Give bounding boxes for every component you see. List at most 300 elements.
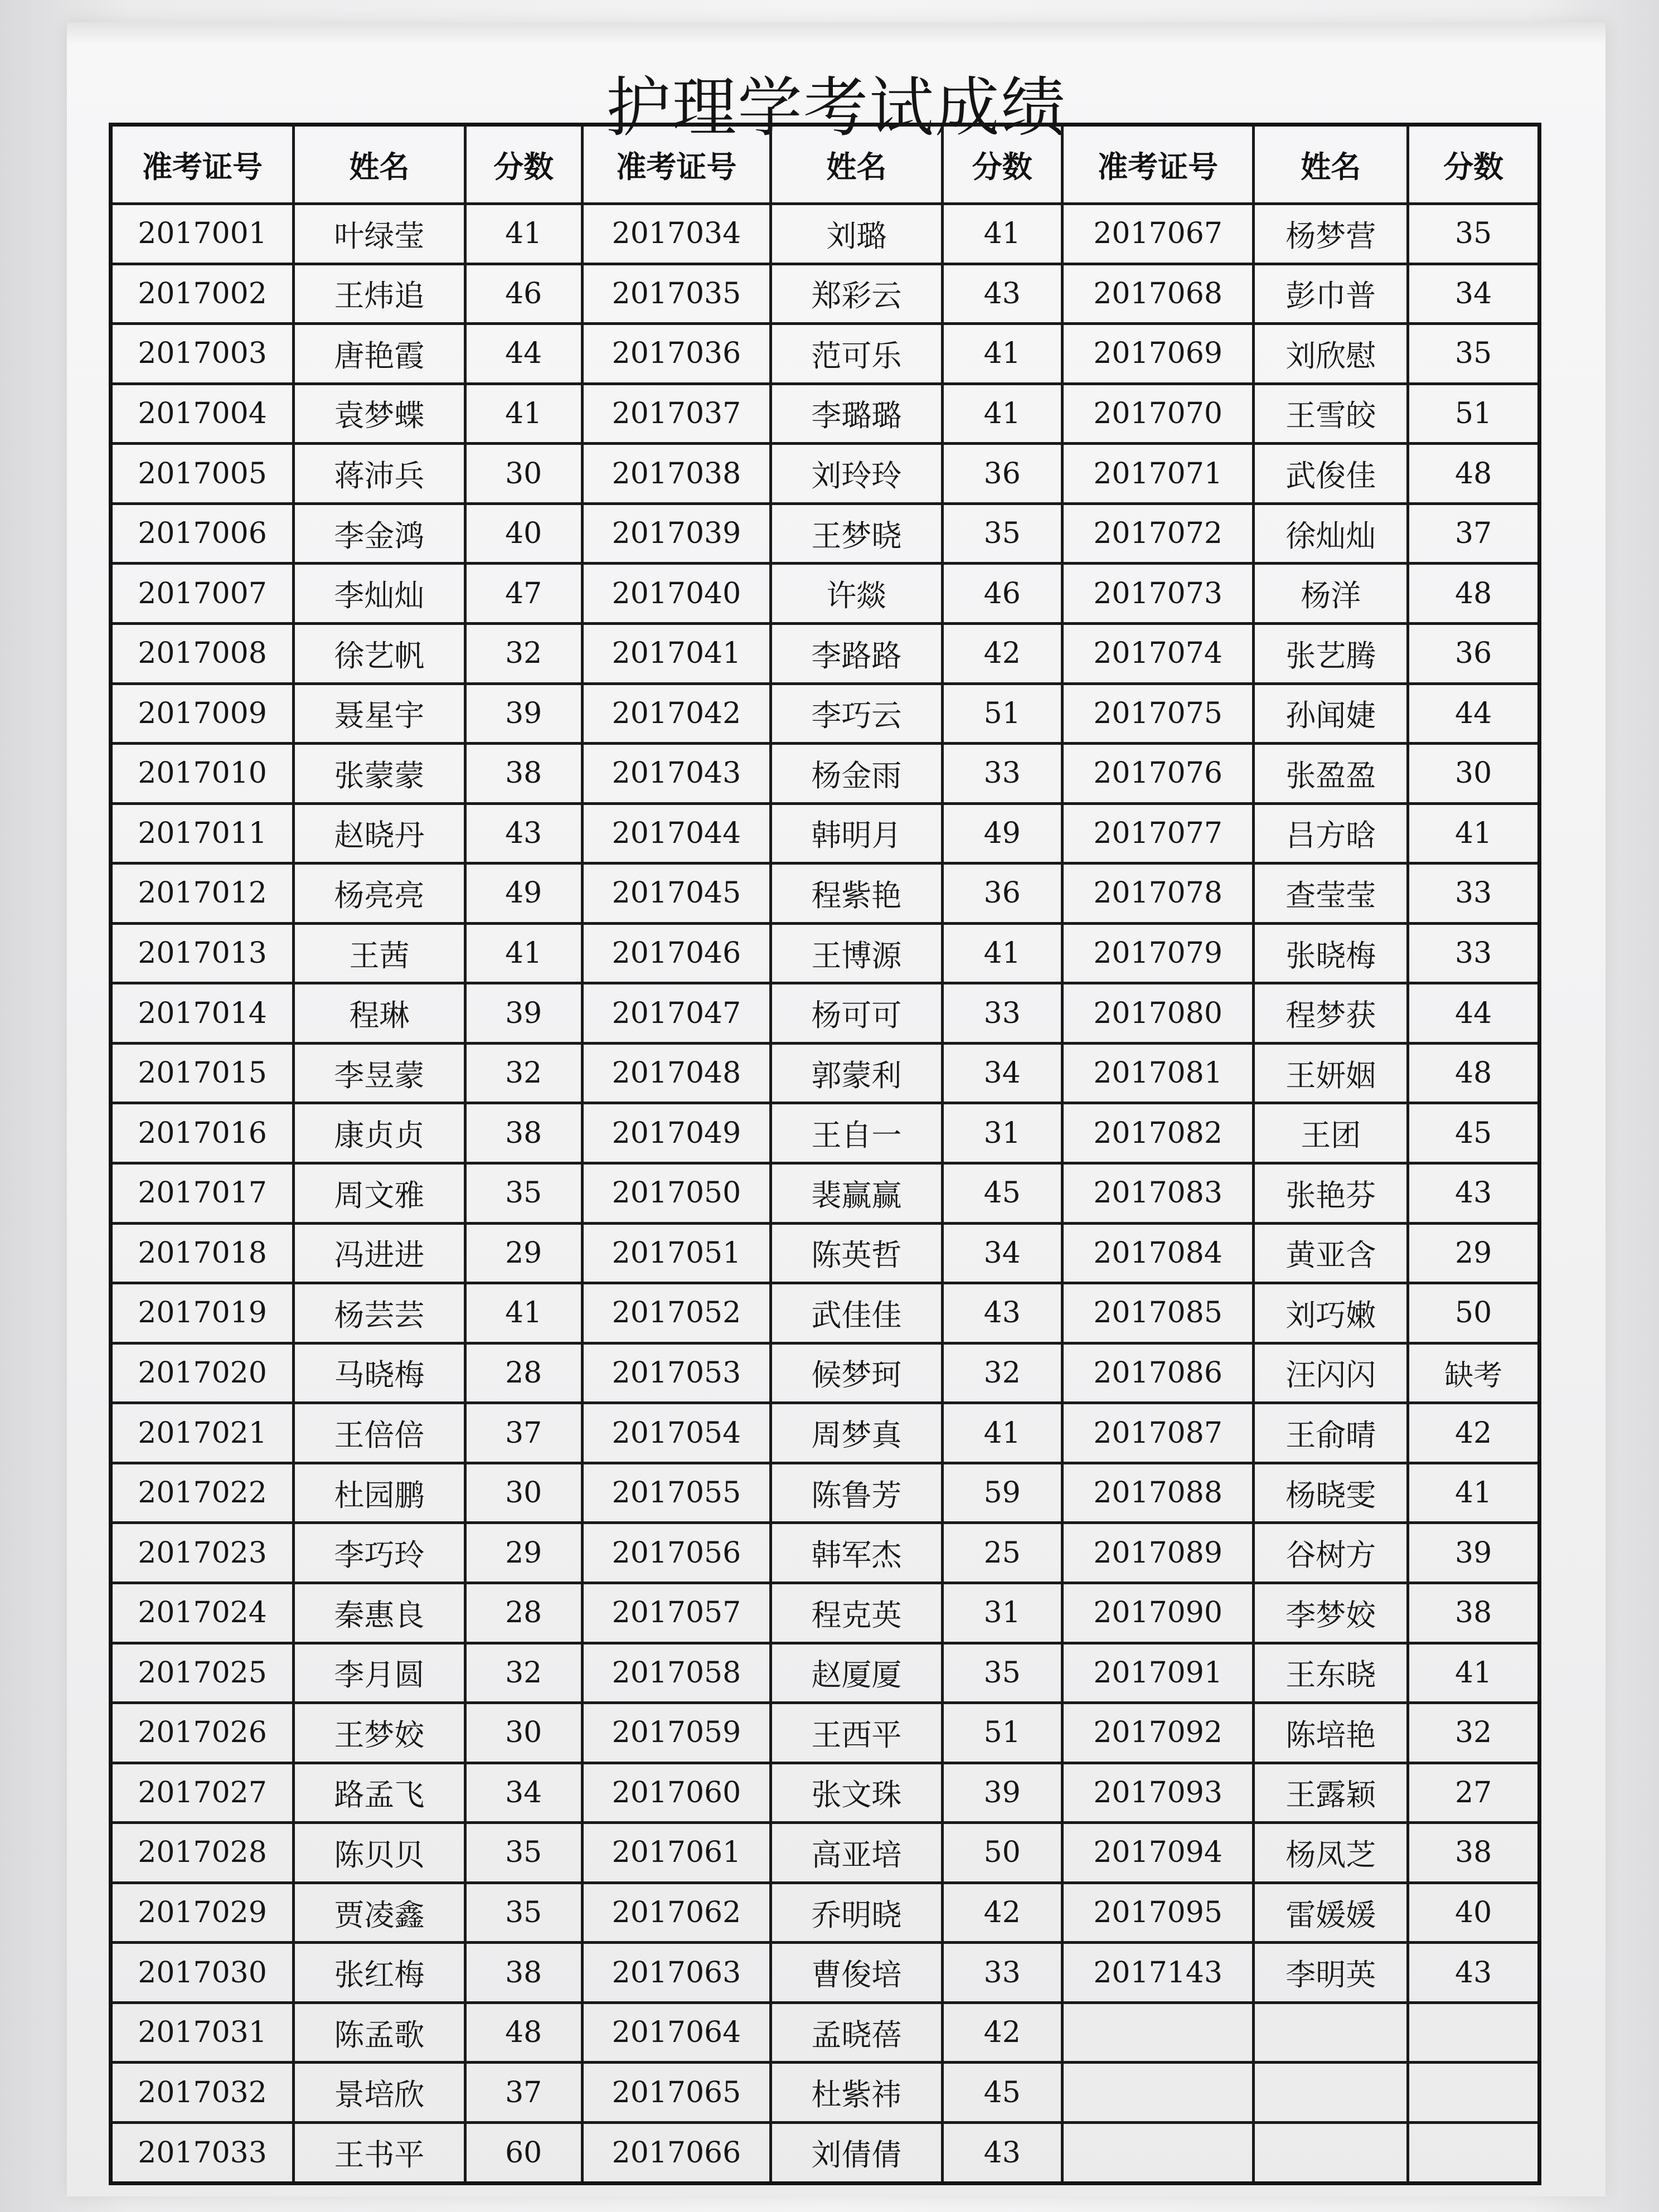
name-cell: 郭蒙利 — [771, 1043, 943, 1103]
header-cell-name: 姓名 — [1254, 125, 1408, 204]
score-cell — [1408, 2123, 1540, 2184]
score-cell: 41 — [1408, 803, 1540, 864]
name-cell: 杨可可 — [771, 983, 943, 1044]
table-row — [111, 1283, 1540, 1343]
name-cell: 马晓梅 — [294, 1343, 465, 1403]
exam-id-cell: 2017003 — [111, 324, 294, 384]
table-row — [111, 444, 1540, 504]
table-row — [111, 1943, 1540, 2003]
name-cell: 杜紫祎 — [771, 2063, 943, 2123]
exam-id-cell: 2017055 — [582, 1463, 770, 1523]
exam-id-cell: 2017019 — [111, 1283, 294, 1343]
exam-id-cell: 2017082 — [1062, 1103, 1253, 1163]
exam-id-cell: 2017067 — [1062, 204, 1253, 264]
score-cell: 37 — [1408, 503, 1540, 564]
exam-id-cell: 2017089 — [1062, 1523, 1253, 1583]
exam-id-cell: 2017036 — [582, 324, 770, 384]
name-cell: 路孟飞 — [294, 1763, 465, 1823]
exam-id-cell: 2017018 — [111, 1223, 294, 1283]
table-row — [111, 623, 1540, 683]
name-cell: 孟晓蓓 — [771, 2002, 943, 2063]
score-cell: 42 — [942, 2002, 1062, 2063]
exam-id-cell: 2017143 — [1062, 1943, 1253, 2003]
name-cell — [1254, 2123, 1408, 2184]
score-cell: 47 — [465, 564, 582, 624]
score-cell: 51 — [942, 683, 1062, 744]
exam-id-cell: 2017090 — [1062, 1583, 1253, 1643]
table-row — [111, 1223, 1540, 1283]
score-cell: 48 — [1408, 564, 1540, 624]
exam-id-cell: 2017061 — [582, 1823, 770, 1883]
exam-id-cell: 2017038 — [582, 444, 770, 504]
exam-id-cell: 2017053 — [582, 1343, 770, 1403]
name-cell: 张盈盈 — [1254, 744, 1408, 804]
exam-id-cell: 2017079 — [1062, 923, 1253, 983]
score-cell: 42 — [1408, 1403, 1540, 1463]
name-cell: 叶绿莹 — [294, 204, 465, 264]
name-cell: 杨亮亮 — [294, 864, 465, 924]
exam-id-cell: 2017085 — [1062, 1283, 1253, 1343]
name-cell: 杨芸芸 — [294, 1283, 465, 1343]
name-cell: 唐艳霞 — [294, 324, 465, 384]
name-cell: 康贞贞 — [294, 1103, 465, 1163]
name-cell: 李路路 — [771, 623, 943, 683]
score-cell: 29 — [1408, 1223, 1540, 1283]
page-title: 护理学考试成绩 — [606, 70, 1066, 145]
name-cell: 武佳佳 — [771, 1283, 943, 1343]
exam-id-cell: 2017065 — [582, 2063, 770, 2123]
exam-id-cell: 2017011 — [111, 803, 294, 864]
score-cell: 35 — [465, 1163, 582, 1224]
score-cell: 35 — [942, 1643, 1062, 1703]
name-cell: 郑彩云 — [771, 264, 943, 324]
score-cell: 35 — [465, 1823, 582, 1883]
score-cell: 35 — [1408, 204, 1540, 264]
name-cell: 王团 — [1254, 1103, 1408, 1163]
exam-id-cell: 2017040 — [582, 564, 770, 624]
score-cell: 41 — [465, 384, 582, 444]
score-cell: 43 — [942, 1283, 1062, 1343]
name-cell: 王妍姻 — [1254, 1043, 1408, 1103]
score-cell: 32 — [1408, 1703, 1540, 1763]
exam-id-cell: 2017035 — [582, 264, 770, 324]
score-cell: 41 — [942, 384, 1062, 444]
name-cell: 陈英哲 — [771, 1223, 943, 1283]
score-cell: 42 — [942, 1883, 1062, 1943]
score-cell: 34 — [465, 1763, 582, 1823]
header-cell-exam-id: 准考证号 — [1062, 125, 1253, 204]
score-cell: 35 — [942, 503, 1062, 564]
score-cell: 28 — [465, 1343, 582, 1403]
table-row — [111, 1163, 1540, 1224]
name-cell: 张晓梅 — [1254, 923, 1408, 983]
exam-id-cell: 2017092 — [1062, 1703, 1253, 1763]
score-cell: 50 — [1408, 1283, 1540, 1343]
table-row — [111, 1583, 1540, 1643]
score-cell: 31 — [942, 1103, 1062, 1163]
exam-id-cell: 2017075 — [1062, 683, 1253, 744]
score-cell: 36 — [1408, 623, 1540, 683]
exam-id-cell: 2017083 — [1062, 1163, 1253, 1224]
name-cell: 陈培艳 — [1254, 1703, 1408, 1763]
score-cell: 51 — [942, 1703, 1062, 1763]
name-cell: 李灿灿 — [294, 564, 465, 624]
name-cell: 徐灿灿 — [1254, 503, 1408, 564]
exam-id-cell: 2017062 — [582, 1883, 770, 1943]
score-cell: 50 — [942, 1823, 1062, 1883]
name-cell: 王雪皎 — [1254, 384, 1408, 444]
header-cell-exam-id: 准考证号 — [111, 125, 294, 204]
exam-id-cell: 2017049 — [582, 1103, 770, 1163]
table-row — [111, 1883, 1540, 1943]
exam-id-cell: 2017020 — [111, 1343, 294, 1403]
score-cell: 39 — [465, 983, 582, 1044]
score-cell: 41 — [465, 1283, 582, 1343]
name-cell: 张艺腾 — [1254, 623, 1408, 683]
score-cell: 43 — [1408, 1163, 1540, 1224]
score-cell: 39 — [942, 1763, 1062, 1823]
exam-id-cell: 2017063 — [582, 1943, 770, 2003]
score-cell: 45 — [1408, 1103, 1540, 1163]
exam-id-cell: 2017054 — [582, 1403, 770, 1463]
exam-id-cell: 2017030 — [111, 1943, 294, 2003]
score-cell: 41 — [1408, 1643, 1540, 1703]
name-cell: 李明英 — [1254, 1943, 1408, 2003]
name-cell: 王书平 — [294, 2123, 465, 2184]
name-cell: 王自一 — [771, 1103, 943, 1163]
name-cell: 杨金雨 — [771, 744, 943, 804]
name-cell: 吕方晗 — [1254, 803, 1408, 864]
name-cell: 王俞晴 — [1254, 1403, 1408, 1463]
score-cell: 60 — [465, 2123, 582, 2184]
score-cell: 32 — [465, 1643, 582, 1703]
exam-id-cell: 2017017 — [111, 1163, 294, 1224]
exam-id-cell: 2017070 — [1062, 384, 1253, 444]
score-cell: 37 — [465, 1403, 582, 1463]
score-cell: 32 — [942, 1343, 1062, 1403]
table-row — [111, 923, 1540, 983]
name-cell: 曹俊培 — [771, 1943, 943, 2003]
score-cell: 41 — [942, 1403, 1062, 1463]
name-cell: 周文雅 — [294, 1163, 465, 1224]
name-cell: 杨梦营 — [1254, 204, 1408, 264]
score-cell: 45 — [942, 1163, 1062, 1224]
score-cell: 44 — [465, 324, 582, 384]
table-row — [111, 744, 1540, 804]
name-cell: 李璐璐 — [771, 384, 943, 444]
score-cell: 38 — [465, 744, 582, 804]
header-cell-score: 分数 — [942, 125, 1062, 204]
table-row — [111, 803, 1540, 864]
score-cell: 46 — [465, 264, 582, 324]
header-cell-score: 分数 — [465, 125, 582, 204]
exam-id-cell: 2017064 — [582, 2002, 770, 2063]
table-row — [111, 1403, 1540, 1463]
name-cell: 裴赢赢 — [771, 1163, 943, 1224]
name-cell: 程紫艳 — [771, 864, 943, 924]
table-row — [111, 1703, 1540, 1763]
header-cell-exam-id: 准考证号 — [582, 125, 770, 204]
exam-id-cell: 2017058 — [582, 1643, 770, 1703]
score-cell: 48 — [1408, 1043, 1540, 1103]
exam-id-cell: 2017026 — [111, 1703, 294, 1763]
score-cell — [1408, 2063, 1540, 2123]
score-cell: 29 — [465, 1523, 582, 1583]
score-cell — [1408, 2002, 1540, 2063]
name-cell: 刘欣慰 — [1254, 324, 1408, 384]
score-cell: 43 — [1408, 1943, 1540, 2003]
exam-id-cell: 2017004 — [111, 384, 294, 444]
score-cell: 35 — [1408, 324, 1540, 384]
score-cell: 35 — [465, 1883, 582, 1943]
score-cell: 51 — [1408, 384, 1540, 444]
name-cell: 高亚培 — [771, 1823, 943, 1883]
score-cell: 29 — [465, 1223, 582, 1283]
exam-id-cell: 2017071 — [1062, 444, 1253, 504]
name-cell: 刘倩倩 — [771, 2123, 943, 2184]
name-cell: 袁梦蝶 — [294, 384, 465, 444]
score-cell: 39 — [1408, 1523, 1540, 1583]
exam-id-cell: 2017028 — [111, 1823, 294, 1883]
name-cell: 韩军杰 — [771, 1523, 943, 1583]
score-cell: 41 — [942, 204, 1062, 264]
name-cell: 李月圆 — [294, 1643, 465, 1703]
score-cell: 40 — [1408, 1883, 1540, 1943]
exam-id-cell: 2017074 — [1062, 623, 1253, 683]
score-cell: 48 — [1408, 444, 1540, 504]
score-cell: 32 — [465, 623, 582, 683]
exam-id-cell — [1062, 2002, 1253, 2063]
exam-id-cell: 2017022 — [111, 1463, 294, 1523]
score-cell: 36 — [942, 864, 1062, 924]
name-cell: 王西平 — [771, 1703, 943, 1763]
score-cell: 43 — [942, 264, 1062, 324]
score-cell: 33 — [1408, 923, 1540, 983]
score-cell: 42 — [942, 623, 1062, 683]
name-cell: 候梦珂 — [771, 1343, 943, 1403]
name-cell: 蒋沛兵 — [294, 444, 465, 504]
exam-id-cell: 2017032 — [111, 2063, 294, 2123]
score-table — [109, 123, 1541, 2185]
exam-id-cell: 2017095 — [1062, 1883, 1253, 1943]
score-cell: 30 — [465, 1703, 582, 1763]
exam-id-cell: 2017087 — [1062, 1403, 1253, 1463]
exam-id-cell: 2017069 — [1062, 324, 1253, 384]
exam-id-cell: 2017008 — [111, 623, 294, 683]
name-cell: 聂星宇 — [294, 683, 465, 744]
name-cell: 张文珠 — [771, 1763, 943, 1823]
exam-id-cell — [1062, 2063, 1253, 2123]
table-row — [111, 384, 1540, 444]
table-row — [111, 1823, 1540, 1883]
name-cell: 张艳芬 — [1254, 1163, 1408, 1224]
score-cell: 44 — [1408, 683, 1540, 744]
table-row — [111, 2063, 1540, 2123]
score-cell: 27 — [1408, 1763, 1540, 1823]
score-cell: 49 — [942, 803, 1062, 864]
name-cell: 杜园鹏 — [294, 1463, 465, 1523]
exam-id-cell: 2017073 — [1062, 564, 1253, 624]
score-cell: 32 — [465, 1043, 582, 1103]
exam-id-cell: 2017056 — [582, 1523, 770, 1583]
score-cell: 59 — [942, 1463, 1062, 1523]
name-cell: 李巧云 — [771, 683, 943, 744]
exam-id-cell: 2017044 — [582, 803, 770, 864]
exam-id-cell: 2017041 — [582, 623, 770, 683]
score-cell: 25 — [942, 1523, 1062, 1583]
exam-id-cell: 2017043 — [582, 744, 770, 804]
score-cell: 41 — [942, 324, 1062, 384]
exam-id-cell: 2017081 — [1062, 1043, 1253, 1103]
name-cell: 查莹莹 — [1254, 864, 1408, 924]
exam-id-cell: 2017088 — [1062, 1463, 1253, 1523]
name-cell: 李梦姣 — [1254, 1583, 1408, 1643]
table-row — [111, 324, 1540, 384]
score-cell: 34 — [1408, 264, 1540, 324]
name-cell — [1254, 2002, 1408, 2063]
exam-id-cell: 2017037 — [582, 384, 770, 444]
score-cell: 41 — [942, 923, 1062, 983]
exam-id-cell: 2017046 — [582, 923, 770, 983]
score-cell: 38 — [1408, 1583, 1540, 1643]
name-cell: 彭巾普 — [1254, 264, 1408, 324]
name-cell: 刘璐 — [771, 204, 943, 264]
table-row — [111, 1643, 1540, 1703]
name-cell: 范可乐 — [771, 324, 943, 384]
table-row — [111, 503, 1540, 564]
name-cell: 程琳 — [294, 983, 465, 1044]
exam-id-cell: 2017077 — [1062, 803, 1253, 864]
paper-shadow — [67, 22, 1605, 45]
name-cell: 韩明月 — [771, 803, 943, 864]
score-cell: 40 — [465, 503, 582, 564]
exam-id-cell: 2017021 — [111, 1403, 294, 1463]
exam-id-cell: 2017066 — [582, 2123, 770, 2184]
exam-id-cell: 2017047 — [582, 983, 770, 1044]
score-cell: 33 — [942, 744, 1062, 804]
exam-id-cell: 2017005 — [111, 444, 294, 504]
exam-id-cell: 2017086 — [1062, 1343, 1253, 1403]
score-cell: 33 — [1408, 864, 1540, 924]
exam-id-cell: 2017029 — [111, 1883, 294, 1943]
exam-id-cell: 2017023 — [111, 1523, 294, 1583]
name-cell: 刘玲玲 — [771, 444, 943, 504]
name-cell: 武俊佳 — [1254, 444, 1408, 504]
exam-id-cell: 2017013 — [111, 923, 294, 983]
exam-id-cell: 2017084 — [1062, 1223, 1253, 1283]
name-cell — [1254, 2063, 1408, 2123]
name-cell: 周梦真 — [771, 1403, 943, 1463]
exam-id-cell: 2017034 — [582, 204, 770, 264]
score-cell: 41 — [465, 923, 582, 983]
header-cell-name: 姓名 — [771, 125, 943, 204]
score-cell: 30 — [1408, 744, 1540, 804]
name-cell: 汪闪闪 — [1254, 1343, 1408, 1403]
exam-id-cell — [1062, 2123, 1253, 2184]
exam-id-cell: 2017002 — [111, 264, 294, 324]
score-cell: 39 — [465, 683, 582, 744]
name-cell: 王炜追 — [294, 264, 465, 324]
name-cell: 赵晓丹 — [294, 803, 465, 864]
score-cell: 33 — [942, 1943, 1062, 2003]
exam-id-cell: 2017001 — [111, 204, 294, 264]
exam-id-cell: 2017015 — [111, 1043, 294, 1103]
exam-id-cell: 2017057 — [582, 1583, 770, 1643]
table-row — [111, 204, 1540, 264]
name-cell: 程克英 — [771, 1583, 943, 1643]
score-cell: 28 — [465, 1583, 582, 1643]
name-cell: 张蒙蒙 — [294, 744, 465, 804]
name-cell: 乔明晓 — [771, 1883, 943, 1943]
header-cell-name: 姓名 — [294, 125, 465, 204]
name-cell: 杨凤芝 — [1254, 1823, 1408, 1883]
exam-id-cell: 2017042 — [582, 683, 770, 744]
score-cell: 36 — [942, 444, 1062, 504]
exam-id-cell: 2017091 — [1062, 1643, 1253, 1703]
exam-id-cell: 2017078 — [1062, 864, 1253, 924]
name-cell: 陈鲁芳 — [771, 1463, 943, 1523]
name-cell: 李昱蒙 — [294, 1043, 465, 1103]
name-cell: 王博源 — [771, 923, 943, 983]
exam-id-cell: 2017016 — [111, 1103, 294, 1163]
table-row — [111, 1043, 1540, 1103]
exam-id-cell: 2017093 — [1062, 1763, 1253, 1823]
score-cell: 43 — [942, 2123, 1062, 2184]
table-body — [111, 204, 1540, 2184]
name-cell: 景培欣 — [294, 2063, 465, 2123]
table-row — [111, 1463, 1540, 1523]
exam-id-cell: 2017060 — [582, 1763, 770, 1823]
name-cell: 王梦姣 — [294, 1703, 465, 1763]
table-row — [111, 2123, 1540, 2184]
name-cell: 王倍倍 — [294, 1403, 465, 1463]
exam-id-cell: 2017006 — [111, 503, 294, 564]
exam-id-cell: 2017033 — [111, 2123, 294, 2184]
exam-id-cell: 2017031 — [111, 2002, 294, 2063]
name-cell: 谷树方 — [1254, 1523, 1408, 1583]
table-row — [111, 864, 1540, 924]
name-cell: 黄亚含 — [1254, 1223, 1408, 1283]
table-row — [111, 2002, 1540, 2063]
score-cell: 33 — [942, 983, 1062, 1044]
name-cell: 王茜 — [294, 923, 465, 983]
table-row — [111, 1523, 1540, 1583]
paper-sheet — [67, 22, 1605, 2196]
table-row — [111, 264, 1540, 324]
table-row — [111, 983, 1540, 1044]
name-cell: 王东晓 — [1254, 1643, 1408, 1703]
exam-id-cell: 2017051 — [582, 1223, 770, 1283]
name-cell: 李巧玲 — [294, 1523, 465, 1583]
exam-id-cell: 2017094 — [1062, 1823, 1253, 1883]
score-cell: 31 — [942, 1583, 1062, 1643]
table-row — [111, 1343, 1540, 1403]
name-cell: 徐艺帆 — [294, 623, 465, 683]
name-cell: 冯进进 — [294, 1223, 465, 1283]
name-cell: 赵厦厦 — [771, 1643, 943, 1703]
table-row — [111, 1763, 1540, 1823]
exam-id-cell: 2017059 — [582, 1703, 770, 1763]
exam-id-cell: 2017014 — [111, 983, 294, 1044]
name-cell: 张红梅 — [294, 1943, 465, 2003]
score-cell: 34 — [942, 1043, 1062, 1103]
exam-id-cell: 2017024 — [111, 1583, 294, 1643]
score-cell: 30 — [465, 444, 582, 504]
score-cell: 48 — [465, 2002, 582, 2063]
exam-id-cell: 2017045 — [582, 864, 770, 924]
score-cell: 34 — [942, 1223, 1062, 1283]
score-cell: 37 — [465, 2063, 582, 2123]
